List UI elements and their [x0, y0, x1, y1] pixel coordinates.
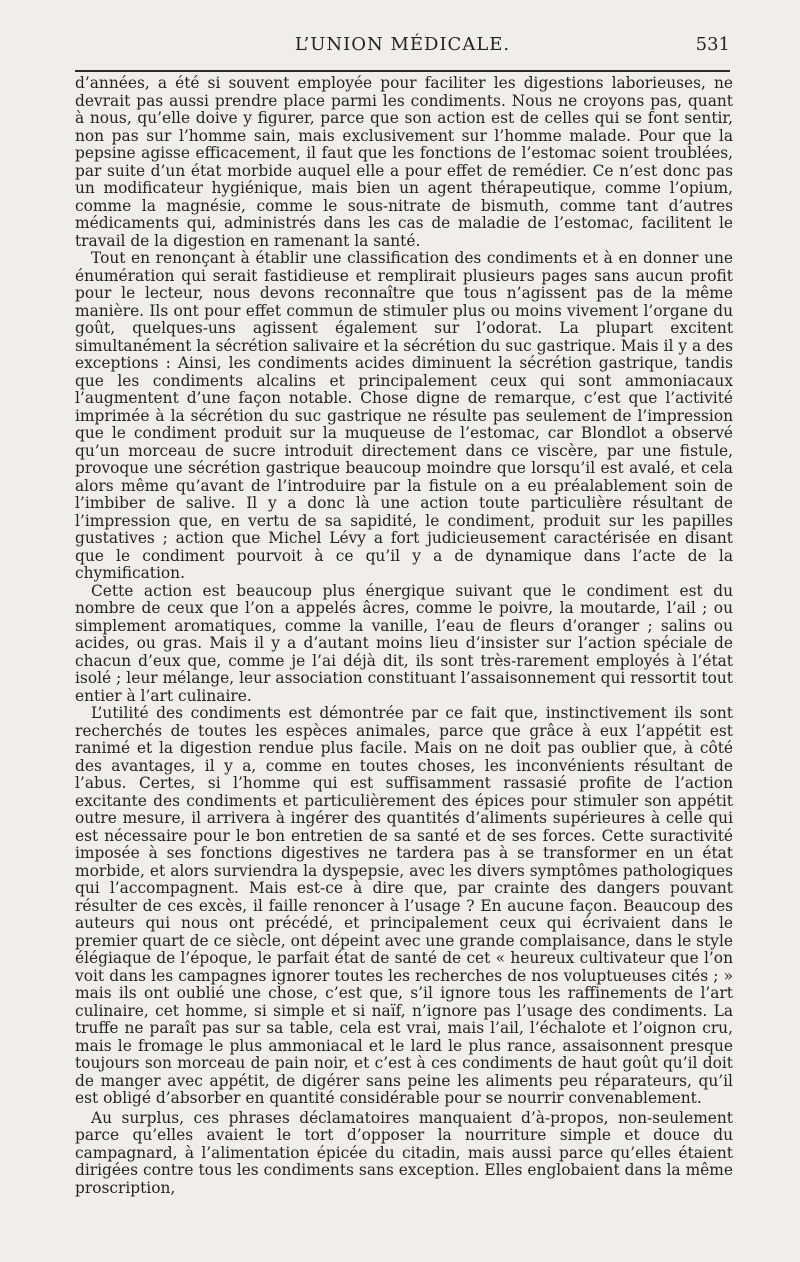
paragraph: Cette action est beaucoup plus énergique suivant que le condiment est du nombre de ceux que l’on a appelés âcres, comme le poivre, la moutarde, l’ail ; ou simplement aromatiques, comme la vanille, l’eau de fleurs d’oranger ; salins ou acides, ou gras. Mais il y a d’autant moins lieu d’insister sur l’action spéciale de chacun d’eux que, comme je l’ai déjà dit, ils sont très-rarement employés à l’état isolé ; leur mélange, leur association constituant l’assaisonnement qui ressortit tout entier à l’art culinaire.: [75, 581, 733, 705]
paragraph: L’utilité des condiments est démontrée par ce fait que, instinctivement ils sont recherchés de toutes les espèces animales, parce que grâce à eux l’appétit est ranimé et la digestion rendue plus facile. Mais on ne doit pas oublier que, à côté des avantages, il y a, comme en toutes choses, les inconvénients résultant de l’abus. Certes, si l’homme qui est suffisamment rassasié profite de l’action excitante des condiments et particulièrement des épices pour stimuler son appétit outre mesure, il arrivera à ingérer des quantités d’aliments supérieures à celle qui est nécessaire pour le bon entretien de sa santé et de ses forces. Cette suractivité imposée à ses fonctions digestives ne tardera pas à se transformer en un état morbide, et alors surviendra la dyspepsie, avec les divers symptômes pathologiques qui l’accompagnent. Mais est-ce à dire que, par crainte des dangers pouvant résulter de ces excès, il faille renoncer à l’usage ? En aucune façon. Beaucoup des auteurs qui nous ont précédé, et principalement ceux qui écrivaient dans le premier quart de ce siècle, ont dépeint avec une grande complaisance, dans le style élégiaque de l’époque, le parfait état de santé de cet « heureux cultivateur que l’on voit dans les campagnes ignorer toutes les recherches de nos voluptueuses cités ; » mais ils ont oublié une chose, c’est que, s’il ignore tous les raffinements de l’art culinaire, cet homme, si simple et si naïf, n’ignore pas l’usage des condiments. La truffe ne paraît pas sur sa table, cela est vrai, mais l’ail, l’échalote et l’oignon cru, mais le fromage le plus ammoniacal et le lard le plus rance, assaisonnent presque toujours son morceau de pain noir, et c’est à ces condiments de haut goût qu’il doit de manger avec appétit, de digérer sans peine les aliments peu réparateurs, qu’il est obligé d’absorber en quantité considérable pour se nourrir convenablement.: [75, 704, 733, 1107]
paragraph: d’années, a été si souvent employée pour faciliter les digestions laborieuses, ne devrait pas aussi prendre place parmi les condiments. Nous ne croyons pas, quant à nous, qu’elle doive y figurer, parce que son action est de celles qui se font sentir, non pas sur l’homme sain, mais exclusivement sur l’homme malade. Pour que la pepsine agisse efficacement, il faut que les fonctions de l’estomac soient troublées, par suite d’un état morbide auquel elle a pour effet de remédier. Ce n’est donc pas un modificateur hygiénique, mais bien un agent thérapeutique, comme l’opium, comme la magnésie, comme le sous-nitrate de bismuth, comme tant d’autres médicaments qui, administrés dans les cas de maladie de l’estomac, facilitent le travail de la digestion en ramenant la santé.: [75, 74, 733, 250]
page-number: 531: [695, 34, 730, 55]
body-text: [75, 75, 733, 1197]
header-rule: [75, 70, 730, 72]
paragraph: Au surplus, ces phrases déclamatoires manquaient d’à-propos, non-seulement parce qu’elles avaient le tort d’opposer la nourriture simple et douce du campagnard, à l’alimentation épicée du citadin, mais aussi parce qu’elles étaient dirigées contre tous les condiments sans exception. Elles englobaient dans la même proscription,: [75, 1108, 733, 1197]
paragraph: Tout en renonçant à établir une classification des condiments et à en donner une énumération qui serait fastidieuse et remplirait plusieurs pages sans aucun profit pour le lecteur, nous devons reconnaître que tous n’agissent pas de la même manière. Ils ont pour effet commun de stimuler plus ou moins vivement l’organe du goût, quelques-uns agissent également sur l’odorat. La plupart excitent simultanément la sécrétion salivaire et la sécrétion du suc gastrique. Mais il y a des exceptions : Ainsi, les condiments acides diminuent la sécrétion gastrique, tandis que les condiments alcalins et principalement ceux qui sont ammoniacaux l’augmentent d’une façon notable. Chose digne de remarque, c’est que l’activité imprimée à la sécrétion du suc gastrique ne résulte pas seulement de l’impression que le condiment produit sur la muqueuse de l’estomac, car Blondlot a observé qu’un morceau de sucre introduit directement dans ce viscère, par une fistule, provoque une sécrétion gastrique beaucoup moindre que lorsqu’il est avalé, et cela alors même qu’avant de l’introduire par la fistule on a eu préalablement soin de l’imbiber de salive. Il y a donc là une action toute particulière résultant de l’impression que, en vertu de sa sapidité, le condiment, produit sur les papilles gustatives ; action que Michel Lévy a fort judicieusement caractérisée en disant que le condiment pourvoit à ce qu’il y a de dynamique dans l’acte de la chymification.: [75, 249, 733, 582]
running-title: L’UNION MÉDICALE.: [294, 34, 511, 55]
page-header: [75, 34, 730, 60]
